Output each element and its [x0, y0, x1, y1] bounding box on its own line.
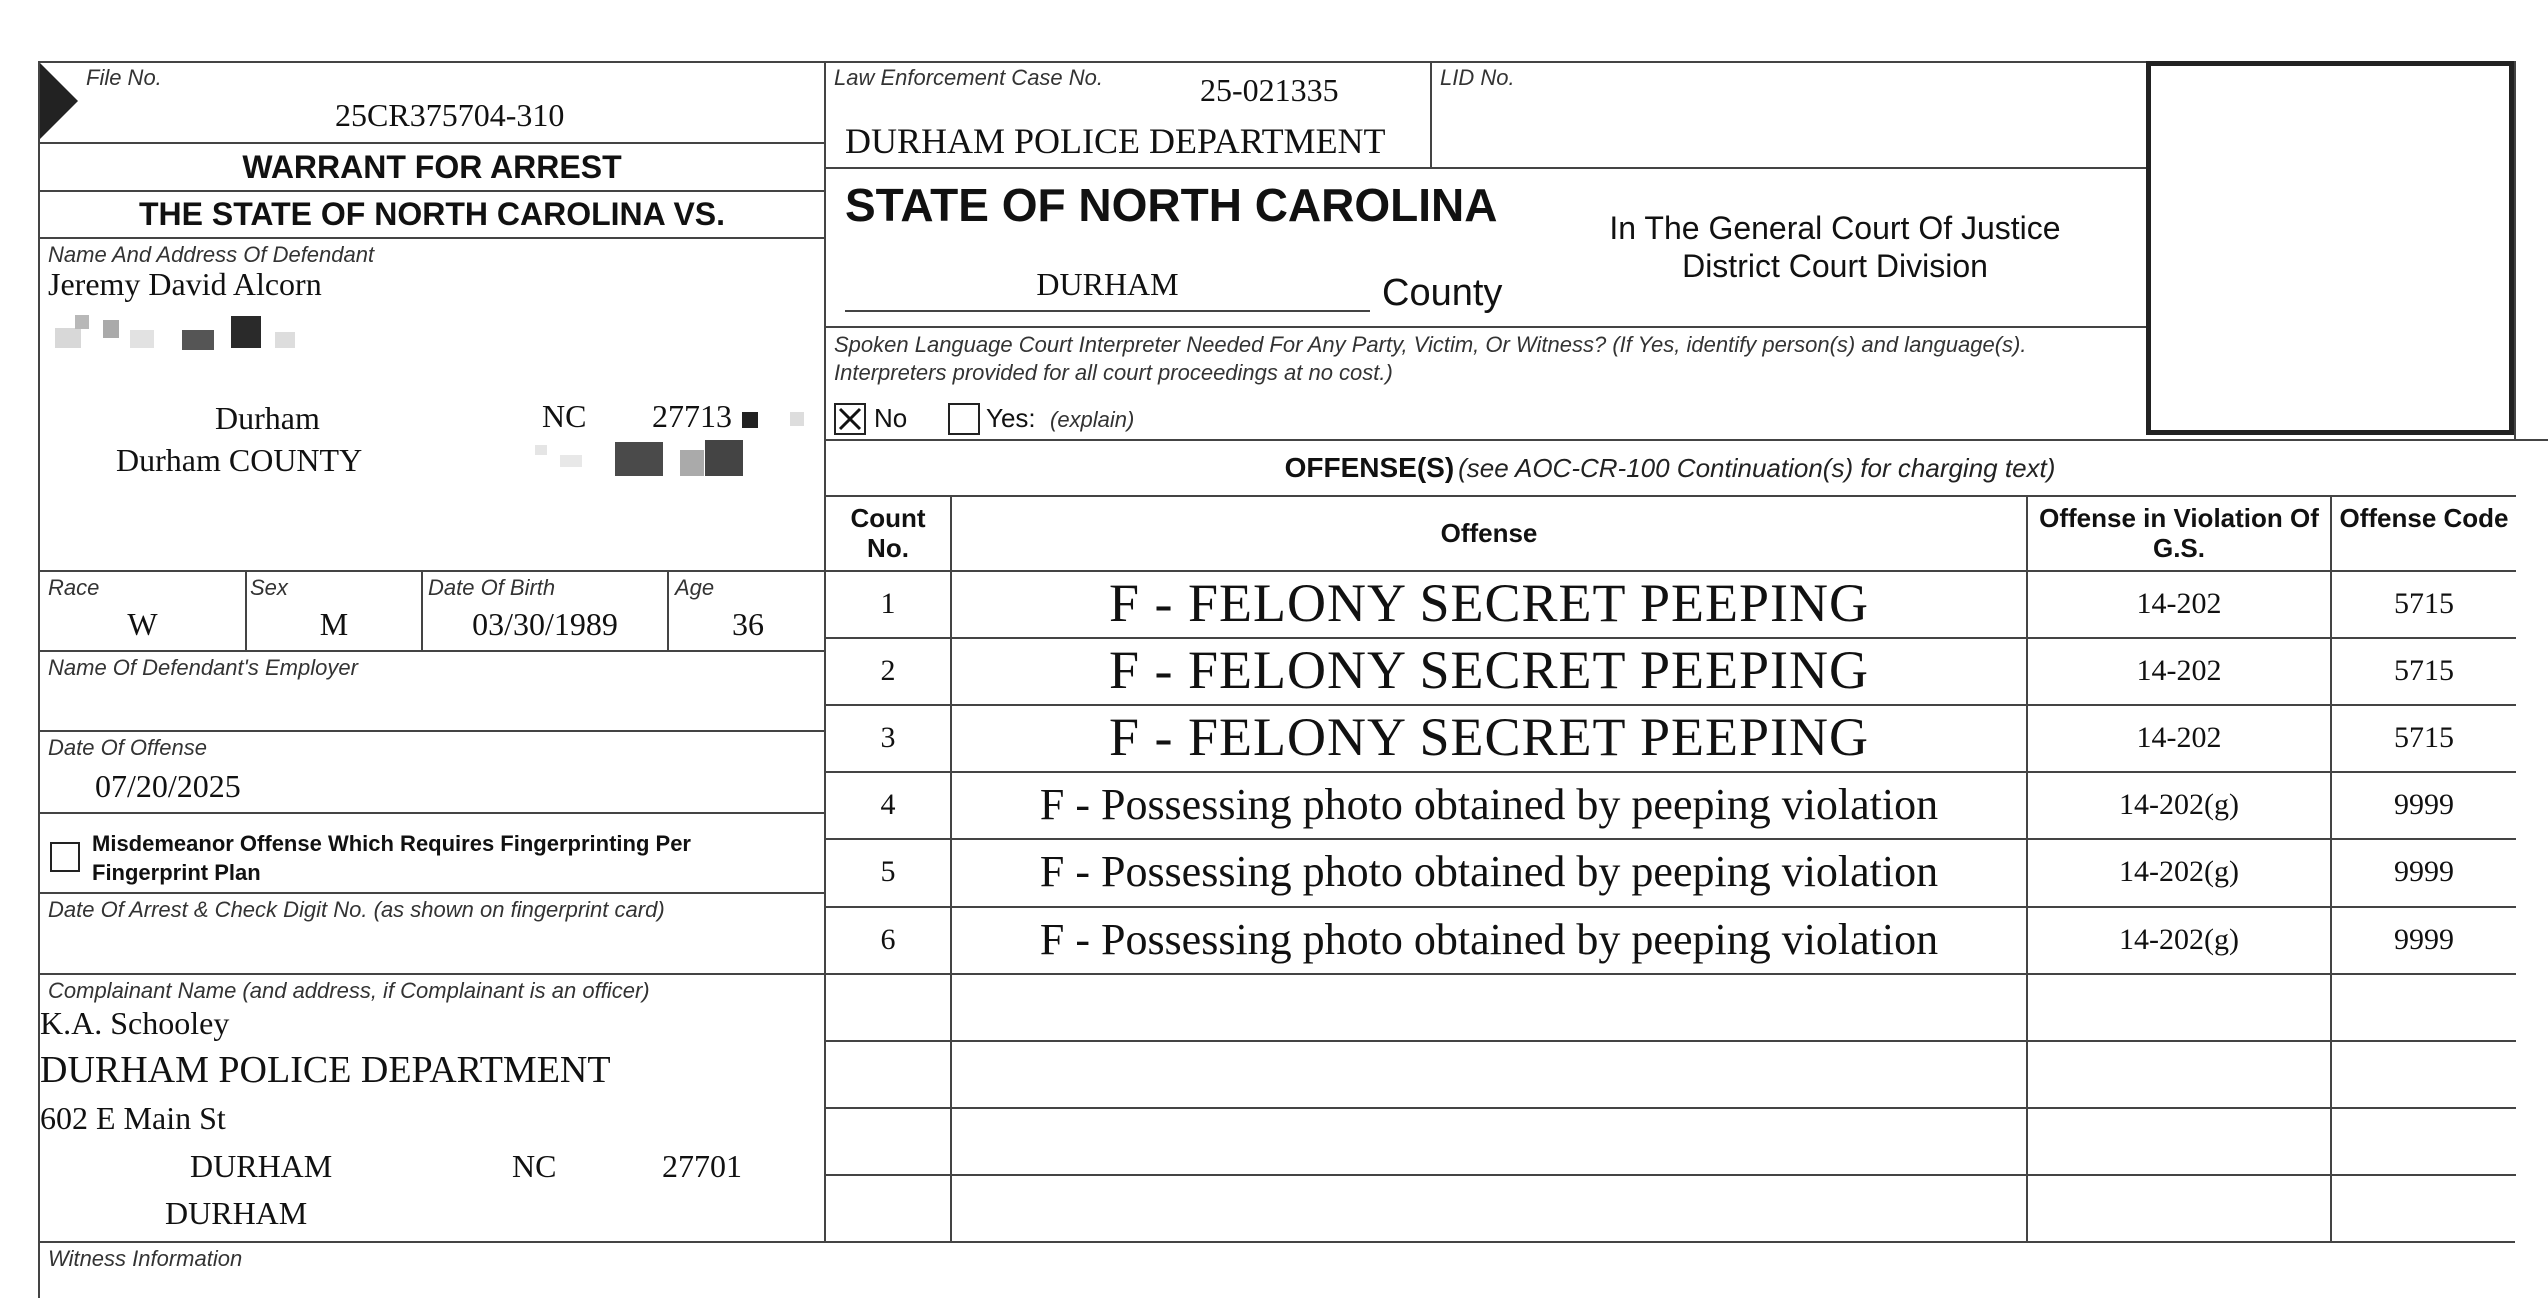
count-cell [826, 1107, 950, 1174]
sex-value: M [319, 606, 349, 642]
count-cell: 2 [880, 654, 896, 688]
col-header-code [2332, 503, 2516, 533]
code-cell: 5715 [2394, 721, 2454, 755]
rule [38, 190, 824, 192]
defendant-name-label: Name And Address Of Defendant [48, 242, 375, 267]
interpreter-yes-label: Yes: [986, 403, 1036, 433]
table-row [826, 838, 2516, 905]
count-cell: 1 [880, 587, 896, 620]
gs-cell [2028, 1107, 2330, 1174]
code-cell: 5715 [2394, 654, 2454, 688]
le-case-label: Law Enforcement Case No. [834, 65, 1104, 90]
file-no: 25CR375704-310 [335, 97, 565, 133]
gs-cell: 14-202(g) [2119, 922, 2239, 956]
offense-cell: F - FELONY SECRET PEEPING [1108, 707, 1870, 768]
le-case-no: 25-021335 [1200, 72, 1339, 108]
complainant-agency: DURHAM POLICE DEPARTMENT [40, 1049, 611, 1091]
county-underline [845, 310, 1370, 312]
corner-triangle [40, 63, 78, 139]
table-row [826, 973, 2516, 1040]
col-header-offense: Offense [1440, 518, 1538, 548]
state-vs-title: THE STATE OF NORTH CAROLINA VS. [138, 196, 726, 232]
rule [38, 237, 824, 239]
count-cell [826, 1174, 950, 1241]
offense-date-label: Date Of Offense [48, 735, 207, 760]
defendant-zip: 27713 [652, 398, 732, 434]
code-cell [2332, 1107, 2516, 1174]
complainant-zip: 27701 [662, 1148, 742, 1184]
gs-cell: 14-202 [2136, 587, 2222, 620]
lid-label: LID No. [1440, 65, 1515, 90]
county-label: County [1382, 272, 1503, 314]
table-row [826, 1040, 2516, 1107]
table-row [826, 704, 2516, 771]
code-cell [2332, 1040, 2516, 1107]
complainant-street: 602 E Main St [40, 1100, 226, 1136]
rule [38, 1241, 2515, 1243]
offense-cell [952, 973, 2026, 1040]
arrest-date-label: Date Of Arrest & Check Digit No. (as shown on fingerprint card) [48, 897, 665, 922]
rule [38, 650, 824, 652]
offense-cell: F - FELONY SECRET PEEPING [1108, 640, 1870, 701]
table-row [826, 906, 2516, 973]
rule [667, 570, 669, 652]
check-x-icon [836, 405, 864, 433]
interpreter-note: Interpreters provided for all court proceedings at no cost.) [834, 360, 1393, 385]
table-row [826, 771, 2516, 838]
col-header-gs-text: Offense in Violation Of G.S. [2039, 503, 2319, 563]
redacted-zip-ext [742, 412, 758, 428]
misdemeanor-label-1: Misdemeanor Offense Which Requires Fingerprinting Per [92, 831, 691, 856]
count-cell: 6 [880, 922, 896, 956]
table-row [826, 637, 2516, 704]
offenses-title [826, 452, 2514, 484]
interpreter-no-label: No [874, 403, 908, 433]
rule [1430, 61, 1432, 169]
count-cell: 5 [880, 855, 896, 889]
gs-cell [2028, 1040, 2330, 1107]
court-line-2: District Court Division [1682, 248, 1988, 284]
gs-cell: 14-202(g) [2119, 788, 2239, 822]
defendant-state: NC [542, 398, 587, 434]
gs-cell: 14-202 [2136, 654, 2222, 688]
table-row [826, 570, 2516, 637]
photo-box [2146, 61, 2514, 435]
redacted-zip-ext-2 [790, 412, 804, 426]
offense-cell [952, 1107, 2026, 1174]
col-header-count-text: Count No. [850, 503, 926, 563]
gs-cell: 14-202(g) [2119, 855, 2239, 889]
rule [38, 892, 824, 894]
rule [824, 326, 2146, 328]
rule [38, 142, 824, 144]
count-cell [826, 1040, 950, 1107]
col-header-code-text: Offense Code [2339, 503, 2509, 533]
complainant-county: DURHAM [165, 1195, 308, 1231]
gs-cell: 14-202 [2136, 721, 2222, 755]
age-label: Age [675, 575, 715, 600]
count-cell: 4 [880, 788, 896, 822]
rule [38, 973, 824, 975]
rule [38, 730, 824, 732]
state-title: STATE OF NORTH CAROLINA [845, 179, 1498, 231]
offense-cell: F - Possessing photo obtained by peeping violation [1039, 780, 1939, 830]
col-header-count [826, 503, 950, 563]
file-no-label: File No. [86, 65, 162, 90]
code-cell [2332, 1174, 2516, 1241]
defendant-name: Jeremy David Alcorn [48, 266, 322, 302]
race-label: Race [48, 575, 100, 600]
misdemeanor-checkbox[interactable] [50, 842, 80, 872]
gs-cell [2028, 1174, 2330, 1241]
complainant-name: K.A. Schooley [40, 1005, 230, 1041]
county-value: DURHAM [1036, 266, 1179, 302]
rule [824, 167, 2146, 169]
rule [38, 812, 824, 814]
complainant-state: NC [512, 1148, 557, 1184]
sex-label: Sex [250, 575, 288, 600]
gs-cell [2028, 973, 2330, 1040]
warrant-title: WARRANT FOR ARREST [242, 149, 622, 185]
court-line-1: In The General Court Of Justice [1609, 210, 2061, 246]
employer-label: Name Of Defendant's Employer [48, 655, 358, 680]
code-cell: 9999 [2394, 788, 2454, 822]
frame-right-upper [2514, 61, 2516, 441]
count-cell [826, 973, 950, 1040]
complainant-label: Complainant Name (and address, if Complainant is an officer) [48, 978, 650, 1003]
col-header-gs [2028, 503, 2330, 563]
rule [824, 439, 2548, 441]
dob-value: 03/30/1989 [472, 606, 618, 642]
code-cell: 5715 [2394, 587, 2454, 620]
interpreter-no-checkbox[interactable] [834, 403, 866, 435]
code-cell [2332, 973, 2516, 1040]
count-cell: 3 [880, 721, 896, 755]
offense-cell: F - Possessing photo obtained by peeping violation [1039, 914, 1939, 964]
offense-date: 07/20/2025 [95, 768, 241, 804]
rule [824, 495, 2516, 497]
misdemeanor-label-2: Fingerprint Plan [92, 860, 261, 885]
interpreter-yes-hint: (explain) [1050, 407, 1135, 432]
table-row [826, 1174, 2516, 1241]
offense-cell: F - Possessing photo obtained by peeping violation [1039, 847, 1939, 897]
race-value: W [127, 606, 158, 642]
table-row [826, 1107, 2516, 1174]
defendant-county: Durham COUNTY [116, 442, 363, 478]
complainant-city: DURHAM [190, 1148, 333, 1184]
offense-cell [952, 1040, 2026, 1107]
code-cell: 9999 [2394, 922, 2454, 956]
witness-label: Witness Information [48, 1246, 243, 1271]
dob-label: Date Of Birth [428, 575, 556, 600]
frame-top [38, 61, 2515, 63]
agency-name: DURHAM POLICE DEPARTMENT [845, 121, 1386, 161]
interpreter-question: Spoken Language Court Interpreter Needed For Any Party, Victim, Or Witness? (If Yes, identify person(s) and language(s). [834, 332, 2027, 357]
code-cell: 9999 [2394, 855, 2454, 889]
offense-cell [952, 1174, 2026, 1241]
rule [38, 570, 824, 572]
interpreter-yes-checkbox[interactable] [948, 403, 980, 435]
offenses-title-note: (see AOC-CR-100 Continuation(s) for charging text) [1458, 453, 2056, 483]
age-value: 36 [732, 606, 764, 642]
offenses-title-bold: OFFENSE(S) [1284, 452, 1455, 483]
offense-cell: F - FELONY SECRET PEEPING [1108, 573, 1870, 633]
defendant-city: Durham [215, 400, 320, 436]
